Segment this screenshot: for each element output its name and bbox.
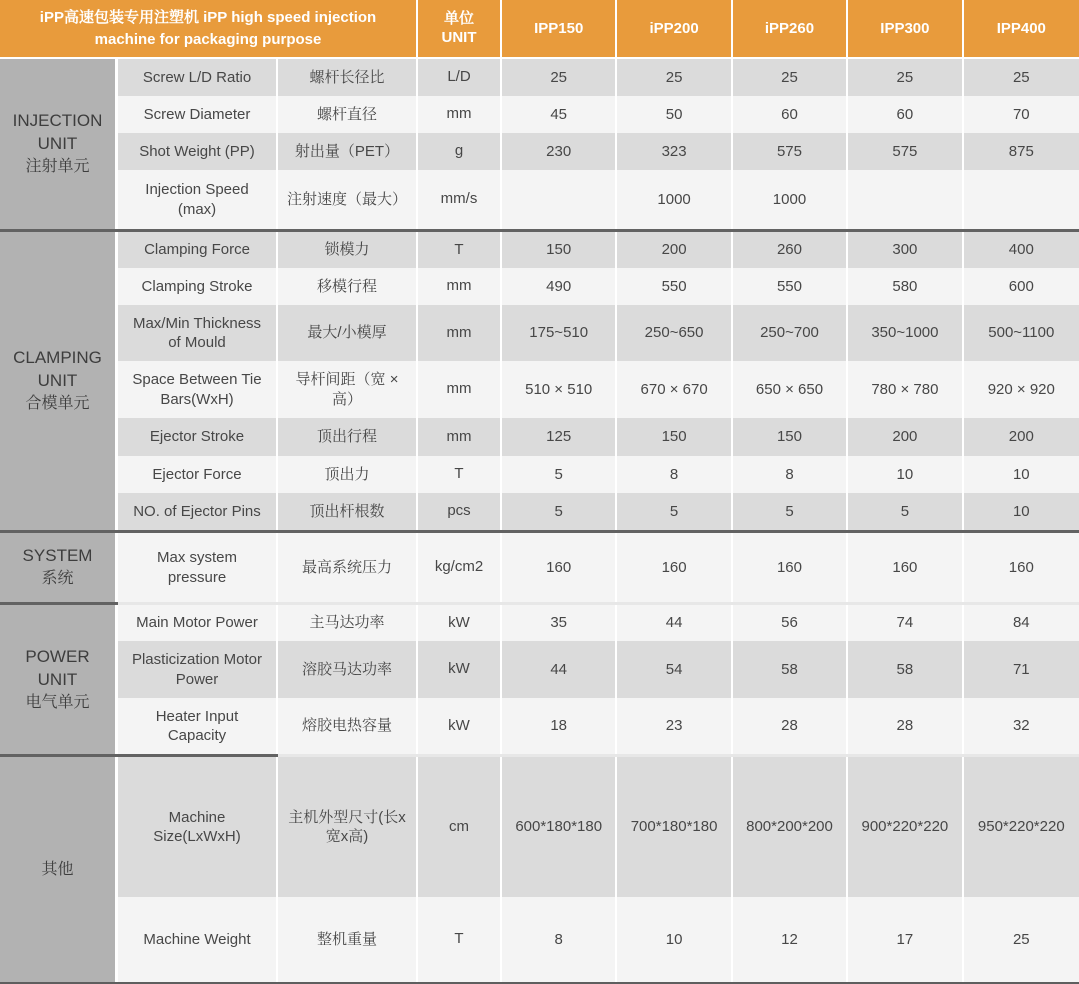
spec-value: 12 bbox=[733, 897, 848, 982]
section-label-en: CLAMPING UNIT bbox=[13, 348, 102, 391]
row-label-en: NO. of Ejector Pins bbox=[118, 493, 278, 530]
spec-value: 260 bbox=[733, 232, 848, 268]
spec-value bbox=[964, 170, 1079, 229]
spec-value: 58 bbox=[733, 641, 848, 698]
spec-value: 575 bbox=[733, 133, 848, 170]
section-label-en: INJECTION UNIT bbox=[12, 111, 103, 154]
spec-value: 125 bbox=[502, 418, 617, 456]
row-unit: kg/cm2 bbox=[418, 533, 502, 602]
spec-value: 60 bbox=[733, 96, 848, 133]
row-label-en: Machine Weight bbox=[118, 897, 278, 982]
spec-value: 650 × 650 bbox=[733, 361, 848, 418]
row-label-en: Screw L/D Ratio bbox=[118, 59, 278, 96]
spec-value: 1000 bbox=[733, 170, 848, 229]
row-unit: g bbox=[418, 133, 502, 170]
row-label-en: Screw Diameter bbox=[118, 96, 278, 133]
spec-value: 250~700 bbox=[733, 305, 848, 361]
spec-value bbox=[848, 170, 963, 229]
row-label-zh: 射出量（PET） bbox=[278, 133, 418, 170]
spec-value bbox=[502, 170, 617, 229]
model-column-header: IPP150 bbox=[502, 0, 617, 59]
spec-value: 150 bbox=[617, 418, 732, 456]
spec-value: 230 bbox=[502, 133, 617, 170]
row-label-en: Main Motor Power bbox=[118, 605, 278, 641]
section-label bbox=[0, 757, 118, 982]
row-label-en: Clamping Stroke bbox=[118, 268, 278, 305]
row-label-en: Ejector Force bbox=[118, 456, 278, 493]
row-unit: T bbox=[418, 897, 502, 982]
spec-value: 50 bbox=[617, 96, 732, 133]
spec-value: 800*200*200 bbox=[733, 757, 848, 897]
section-label bbox=[0, 605, 118, 754]
spec-value: 84 bbox=[964, 605, 1079, 641]
spec-value: 74 bbox=[848, 605, 963, 641]
model-column-header: IPP300 bbox=[848, 0, 963, 59]
model-column-header: iPP260 bbox=[733, 0, 848, 59]
spec-value: 500~1100 bbox=[964, 305, 1079, 361]
spec-value: 60 bbox=[848, 96, 963, 133]
spec-value: 780 × 780 bbox=[848, 361, 963, 418]
spec-value: 510 × 510 bbox=[502, 361, 617, 418]
spec-value: 160 bbox=[733, 533, 848, 602]
row-unit: cm bbox=[418, 757, 502, 897]
row-label-en: Space Between Tie Bars(WxH) bbox=[118, 361, 278, 418]
row-unit: kW bbox=[418, 605, 502, 641]
spec-value: 200 bbox=[617, 232, 732, 268]
row-label-zh: 锁模力 bbox=[278, 232, 418, 268]
row-label-zh: 熔胶电热容量 bbox=[278, 698, 418, 754]
spec-value: 150 bbox=[733, 418, 848, 456]
row-label-zh: 主机外型尺寸(长x宽x高) bbox=[278, 757, 418, 897]
spec-value: 323 bbox=[617, 133, 732, 170]
spec-value: 5 bbox=[848, 493, 963, 530]
row-label-en: Ejector Stroke bbox=[118, 418, 278, 456]
spec-value: 175~510 bbox=[502, 305, 617, 361]
row-label-en: Plasticization Motor Power bbox=[118, 641, 278, 698]
row-label-zh: 最高系统压力 bbox=[278, 533, 418, 602]
spec-value: 5 bbox=[733, 493, 848, 530]
spec-value: 250~650 bbox=[617, 305, 732, 361]
row-unit: mm bbox=[418, 268, 502, 305]
spec-value: 950*220*220 bbox=[964, 757, 1079, 897]
spec-value: 160 bbox=[502, 533, 617, 602]
table-title: iPP高速包装专用注塑机 iPP high speed injection machine for packaging purpose bbox=[0, 0, 418, 59]
model-column-header: IPP400 bbox=[964, 0, 1079, 59]
spec-value: 5 bbox=[617, 493, 732, 530]
spec-value: 10 bbox=[964, 493, 1079, 530]
spec-value: 10 bbox=[964, 456, 1079, 493]
section-label bbox=[0, 533, 118, 602]
spec-value: 28 bbox=[733, 698, 848, 754]
row-unit: T bbox=[418, 232, 502, 268]
row-unit: kW bbox=[418, 641, 502, 698]
spec-value: 17 bbox=[848, 897, 963, 982]
spec-value: 8 bbox=[502, 897, 617, 982]
row-label-zh: 最大/小模厚 bbox=[278, 305, 418, 361]
spec-value: 25 bbox=[733, 59, 848, 96]
spec-value: 25 bbox=[964, 59, 1079, 96]
spec-value: 575 bbox=[848, 133, 963, 170]
section-label bbox=[0, 232, 118, 530]
spec-value: 200 bbox=[964, 418, 1079, 456]
section-label-zh: 其他 bbox=[41, 860, 74, 878]
row-label-en: Clamping Force bbox=[118, 232, 278, 268]
spec-value: 70 bbox=[964, 96, 1079, 133]
row-unit: mm bbox=[418, 418, 502, 456]
row-label-zh: 顶出行程 bbox=[278, 418, 418, 456]
row-label-zh: 导杆间距（宽 × 高） bbox=[278, 361, 418, 418]
row-unit: mm bbox=[418, 96, 502, 133]
spec-value: 18 bbox=[502, 698, 617, 754]
row-unit: kW bbox=[418, 698, 502, 754]
section-label-zh: 电气单元 bbox=[25, 693, 90, 711]
row-label-en: Injection Speed (max) bbox=[118, 170, 278, 229]
row-label-en: Heater Input Capacity bbox=[118, 698, 278, 754]
spec-value: 490 bbox=[502, 268, 617, 305]
spec-value: 900*220*220 bbox=[848, 757, 963, 897]
spec-value: 160 bbox=[617, 533, 732, 602]
spec-value: 32 bbox=[964, 698, 1079, 754]
spec-value: 8 bbox=[733, 456, 848, 493]
row-unit: T bbox=[418, 456, 502, 493]
spec-value: 23 bbox=[617, 698, 732, 754]
unit-column-header bbox=[418, 0, 502, 59]
row-label-zh: 溶胶马达功率 bbox=[278, 641, 418, 698]
section-label-en: SYSTEM bbox=[22, 546, 93, 566]
row-label-zh: 移模行程 bbox=[278, 268, 418, 305]
spec-value: 5 bbox=[502, 456, 617, 493]
section-label-zh: 注射单元 bbox=[25, 158, 90, 176]
row-label-zh: 主马达功率 bbox=[278, 605, 418, 641]
spec-value: 400 bbox=[964, 232, 1079, 268]
spec-value: 920 × 920 bbox=[964, 361, 1079, 418]
spec-value: 25 bbox=[964, 897, 1079, 982]
section-label-zh: 系统 bbox=[41, 570, 74, 588]
row-label-zh: 螺杆直径 bbox=[278, 96, 418, 133]
row-label-zh: 整机重量 bbox=[278, 897, 418, 982]
spec-value: 44 bbox=[617, 605, 732, 641]
spec-value: 5 bbox=[502, 493, 617, 530]
row-label-en: Shot Weight (PP) bbox=[118, 133, 278, 170]
row-label-zh: 注射速度（最大） bbox=[278, 170, 418, 229]
spec-value: 580 bbox=[848, 268, 963, 305]
row-unit: L/D bbox=[418, 59, 502, 96]
row-label-en: Machine Size(LxWxH) bbox=[118, 757, 278, 897]
row-unit: pcs bbox=[418, 493, 502, 530]
row-label-zh: 螺杆长径比 bbox=[278, 59, 418, 96]
spec-value: 28 bbox=[848, 698, 963, 754]
spec-value: 58 bbox=[848, 641, 963, 698]
row-label-en: Max/Min Thickness of Mould bbox=[118, 305, 278, 361]
spec-value: 875 bbox=[964, 133, 1079, 170]
spec-value: 350~1000 bbox=[848, 305, 963, 361]
spec-value: 600 bbox=[964, 268, 1079, 305]
spec-value: 44 bbox=[502, 641, 617, 698]
model-column-header: iPP200 bbox=[617, 0, 732, 59]
spec-value: 25 bbox=[848, 59, 963, 96]
spec-value: 45 bbox=[502, 96, 617, 133]
section-label-zh: 合模单元 bbox=[25, 395, 90, 413]
spec-value: 25 bbox=[617, 59, 732, 96]
row-unit: mm/s bbox=[418, 170, 502, 229]
spec-value: 550 bbox=[733, 268, 848, 305]
spec-value: 300 bbox=[848, 232, 963, 268]
row-unit: mm bbox=[418, 305, 502, 361]
spec-value: 54 bbox=[617, 641, 732, 698]
row-label-en: Max system pressure bbox=[118, 533, 278, 602]
row-unit: mm bbox=[418, 361, 502, 418]
spec-value: 1000 bbox=[617, 170, 732, 229]
spec-value: 71 bbox=[964, 641, 1079, 698]
spec-value: 700*180*180 bbox=[617, 757, 732, 897]
spec-value: 600*180*180 bbox=[502, 757, 617, 897]
spec-value: 200 bbox=[848, 418, 963, 456]
spec-value: 160 bbox=[848, 533, 963, 602]
spec-value: 10 bbox=[617, 897, 732, 982]
section-label bbox=[0, 59, 118, 229]
spec-value: 150 bbox=[502, 232, 617, 268]
row-label-zh: 顶出杆根数 bbox=[278, 493, 418, 530]
unit-header-zh: 单位 bbox=[443, 9, 474, 27]
spec-value: 550 bbox=[617, 268, 732, 305]
spec-value: 35 bbox=[502, 605, 617, 641]
unit-header-en: UNIT bbox=[441, 28, 477, 46]
section-label-en: POWER UNIT bbox=[25, 646, 90, 689]
spec-value: 25 bbox=[502, 59, 617, 96]
spec-value: 10 bbox=[848, 456, 963, 493]
row-label-zh: 顶出力 bbox=[278, 456, 418, 493]
spec-value: 160 bbox=[964, 533, 1079, 602]
spec-value: 8 bbox=[617, 456, 732, 493]
spec-value: 56 bbox=[733, 605, 848, 641]
spec-value: 670 × 670 bbox=[617, 361, 732, 418]
